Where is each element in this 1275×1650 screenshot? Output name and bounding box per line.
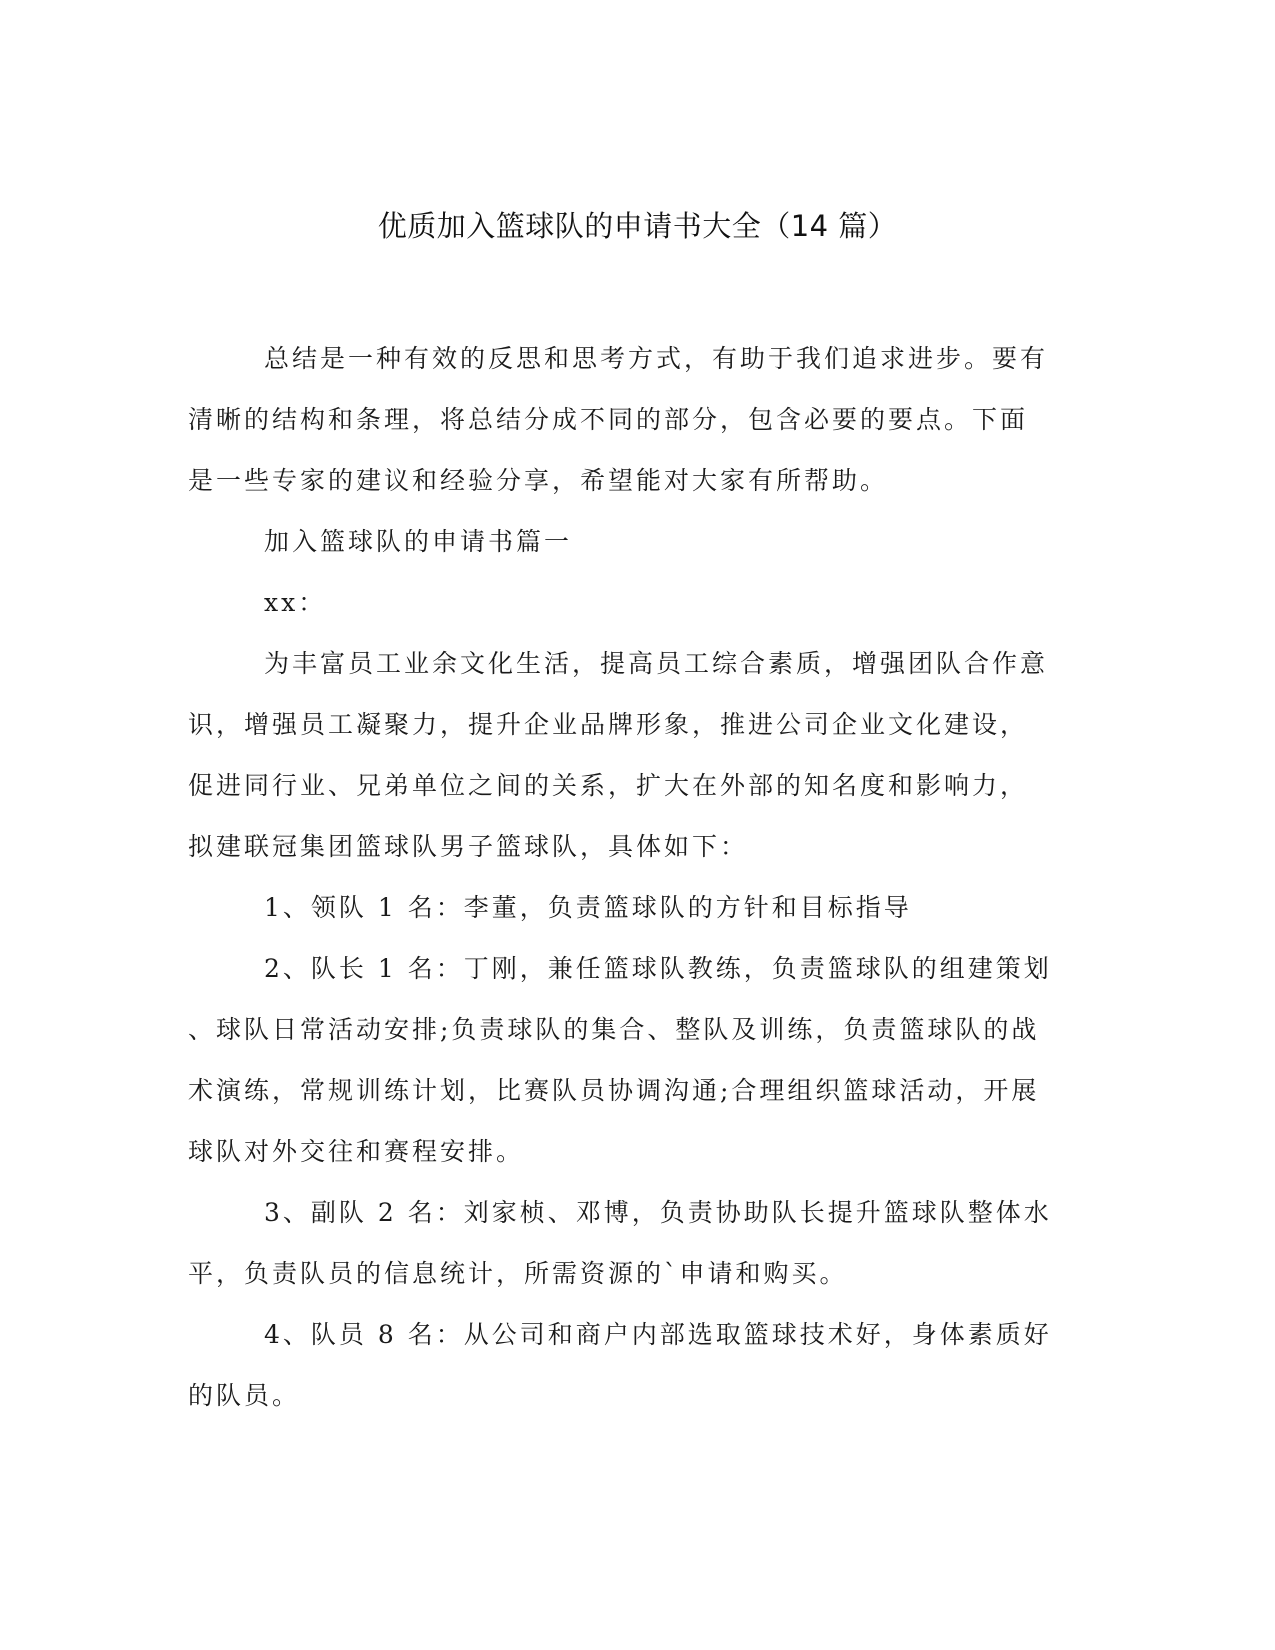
text-line: 平，负责队员的信息统计，所需资源的`申请和购买。 (188, 1259, 848, 1288)
text-line: 清晰的结构和条理，将总结分成不同的部分，包含必要的要点。下面 (188, 405, 1029, 434)
text-line: 2、队长 1 名：丁刚，兼任篮球队教练，负责篮球队的组建策划 (264, 954, 1052, 983)
text-line: xx： (264, 588, 327, 617)
document-title: 优质加入篮球队的申请书大全（14 篇） (377, 209, 898, 243)
text-line: 是一些专家的建议和经验分享，希望能对大家有所帮助。 (188, 466, 889, 495)
document-body (188, 328, 1068, 1426)
text-line: 、球队日常活动安排;负责球队的集合、整队及训练，负责篮球队的战 (188, 1015, 1040, 1044)
text-line: 1、领队 1 名：李董，负责篮球队的方针和目标指导 (264, 893, 912, 922)
text-line: 识，增强员工凝聚力，提升企业品牌形象，推进公司企业文化建设， (188, 710, 1029, 739)
text-line: 拟建联冠集团篮球队男子篮球队，具体如下： (188, 832, 749, 861)
text-line: 4、队员 8 名：从公司和商户内部选取篮球技术好，身体素质好 (264, 1320, 1052, 1349)
text-line: 促进同行业、兄弟单位之间的关系，扩大在外部的知名度和影响力， (188, 771, 1029, 800)
text-line: 3、副队 2 名：刘家桢、邓博，负责协助队长提升篮球队整体水 (264, 1198, 1052, 1227)
text-line: 术演练，常规训练计划，比赛队员协调沟通;合理组织篮球活动，开展 (188, 1076, 1040, 1105)
text-line: 总结是一种有效的反思和思考方式，有助于我们追求进步。要有 (264, 344, 1049, 373)
text-line: 为丰富员工业余文化生活，提高员工综合素质，增强团队合作意 (264, 649, 1049, 678)
text-line: 加入篮球队的申请书篇一 (264, 527, 573, 556)
text-line: 的队员。 (188, 1381, 301, 1410)
text-line: 球队对外交往和赛程安排。 (188, 1137, 525, 1166)
